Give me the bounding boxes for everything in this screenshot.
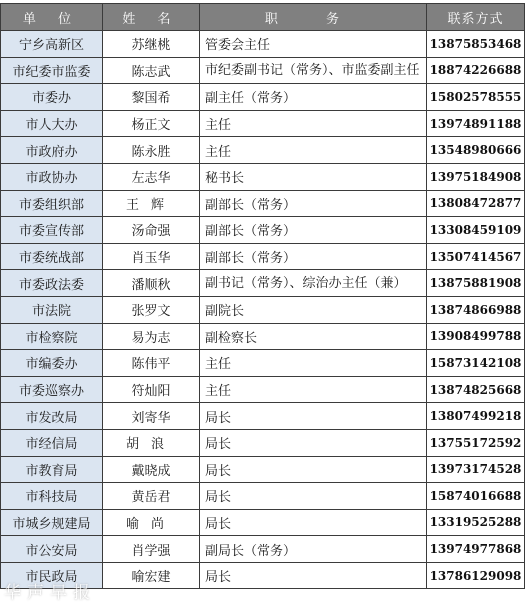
unit-cell: 市科技局 [1,483,103,510]
unit-cell: 市发改局 [1,403,103,430]
unit-cell: 市人大办 [1,110,103,137]
unit-cell: 市委政法委 [1,270,103,297]
phone-cell: 13308459109 [427,217,525,244]
phone-cell: 13507414567 [427,243,525,270]
table-row [1,376,525,403]
table-row [1,270,525,297]
name-cell: 喻宏建 [103,562,200,589]
name-cell: 黎国希 [103,84,200,111]
position-cell: 局长 [200,456,427,483]
name-cell: 潘顺秋 [103,270,200,297]
name-cell: 黄岳君 [103,483,200,510]
unit-cell: 市法院 [1,296,103,323]
unit-cell: 市委巡察办 [1,376,103,403]
unit-cell: 市委宣传部 [1,217,103,244]
unit-cell: 市委统战部 [1,243,103,270]
header-phone: 联系方式 [427,4,525,31]
phone-cell: 13874825668 [427,376,525,403]
unit-cell: 市民政局 [1,562,103,589]
phone-cell: 13875881908 [427,270,525,297]
phone-cell: 13786129098 [427,562,525,589]
header-unit: 单 位 [1,4,103,31]
unit-cell: 市委组织部 [1,190,103,217]
position-cell: 副检察长 [200,323,427,350]
position-cell: 主任 [200,137,427,164]
phone-cell: 13974891188 [427,110,525,137]
position-cell: 副局长（常务） [200,536,427,563]
contact-directory-table [0,3,525,589]
name-cell: 易为志 [103,323,200,350]
unit-cell: 市编委办 [1,350,103,377]
phone-cell: 13755172592 [427,429,525,456]
table-row [1,403,525,430]
name-cell: 杨正文 [103,110,200,137]
position-cell: 主任 [200,376,427,403]
table-row [1,456,525,483]
phone-cell: 18874226688 [427,57,525,84]
position-cell: 局长 [200,509,427,536]
unit-cell: 市检察院 [1,323,103,350]
name-cell: 戴晓成 [103,456,200,483]
phone-cell: 15874016688 [427,483,525,510]
table-header-row [1,4,525,31]
table-row [1,243,525,270]
name-cell: 肖玉华 [103,243,200,270]
phone-cell: 13973174528 [427,456,525,483]
table-row [1,429,525,456]
unit-cell: 市教育局 [1,456,103,483]
unit-cell: 市公安局 [1,536,103,563]
unit-cell: 宁乡高新区 [1,31,103,58]
table-row [1,190,525,217]
name-cell: 胡浪 [103,429,200,456]
table-row [1,296,525,323]
table-row [1,84,525,111]
position-cell: 副部长（常务） [200,217,427,244]
table-row [1,323,525,350]
phone-cell: 15802578555 [427,84,525,111]
phone-cell: 15873142108 [427,350,525,377]
table-row [1,31,525,58]
name-cell: 陈永胜 [103,137,200,164]
name-cell: 喻尚 [103,509,200,536]
position-cell: 局长 [200,562,427,589]
table-row [1,483,525,510]
table-row [1,350,525,377]
position-cell: 市纪委副书记（常务）、市监委副主任 [200,57,427,84]
name-cell: 张罗文 [103,296,200,323]
phone-cell: 13875853468 [427,31,525,58]
position-cell: 副主任（常务） [200,84,427,111]
table-row [1,110,525,137]
phone-cell: 13874866988 [427,296,525,323]
position-cell: 主任 [200,110,427,137]
position-cell: 管委会主任 [200,31,427,58]
phone-cell: 13807499218 [427,403,525,430]
position-cell: 副院长 [200,296,427,323]
phone-cell: 13975184908 [427,163,525,190]
table-row [1,57,525,84]
position-cell: 主任 [200,350,427,377]
table-row [1,217,525,244]
position-cell: 局长 [200,429,427,456]
position-cell: 局长 [200,403,427,430]
position-cell: 副部长（常务） [200,243,427,270]
position-cell: 秘书长 [200,163,427,190]
phone-cell: 13548980666 [427,137,525,164]
table-row [1,509,525,536]
position-cell: 局长 [200,483,427,510]
table-row [1,163,525,190]
unit-cell: 市经信局 [1,429,103,456]
header-name: 姓 名 [103,4,200,31]
table-body [1,31,525,589]
phone-cell: 13319525288 [427,509,525,536]
position-cell: 副书记（常务）、综治办主任（兼） [200,270,427,297]
unit-cell: 市委办 [1,84,103,111]
unit-cell: 市城乡规建局 [1,509,103,536]
name-cell: 左志华 [103,163,200,190]
position-cell: 副部长（常务） [200,190,427,217]
phone-cell: 13974977868 [427,536,525,563]
name-cell: 肖学强 [103,536,200,563]
name-cell: 符灿阳 [103,376,200,403]
name-cell: 刘寄华 [103,403,200,430]
header-position: 职 务 [200,4,427,31]
name-cell: 陈志武 [103,57,200,84]
unit-cell: 市政府办 [1,137,103,164]
phone-cell: 13908499788 [427,323,525,350]
table-row [1,137,525,164]
unit-cell: 市政协办 [1,163,103,190]
name-cell: 苏继桃 [103,31,200,58]
phone-cell: 13808472877 [427,190,525,217]
watermark-text: 华声早报 [4,583,96,603]
table-row [1,536,525,563]
unit-cell: 市纪委市监委 [1,57,103,84]
name-cell: 王辉 [103,190,200,217]
name-cell: 陈伟平 [103,350,200,377]
name-cell: 汤命强 [103,217,200,244]
